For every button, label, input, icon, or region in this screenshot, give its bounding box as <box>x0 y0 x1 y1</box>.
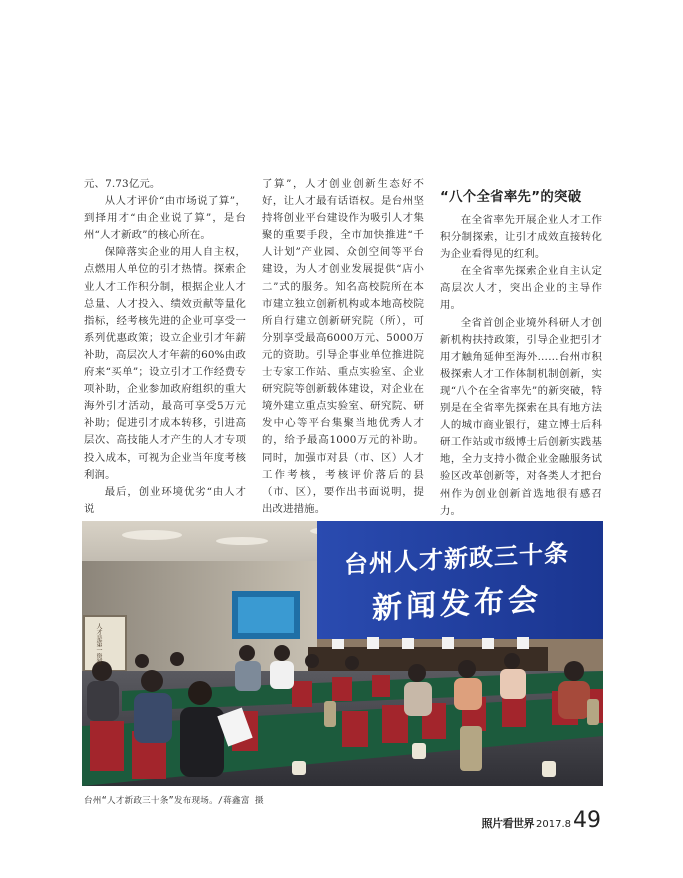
press-conference-photo <box>82 521 603 786</box>
paragraph: 最后，创业环境优劣“由人才说 <box>84 485 246 515</box>
paragraph: 在全省率先开展企业人才工作积分制探索，让引才成效直接转化为企业看得见的红利。 <box>440 214 602 261</box>
article-column-3 <box>440 188 602 520</box>
paragraph: 从人才评价“由市场说了算”，到择用才“由企业说了算”，是台州“人才新政”的核心所在。 <box>84 195 246 242</box>
paragraph: 全省首创企业境外科研人才创新机构扶持政策，引导企业把引才用才触角延伸至海外……台州市积极探索人才工作体制机制创新，实现“八个在全省率先”的新突破，特别是在全省率先探索在具有地方法人的城市商业银行，建立博士后科研工作站或市级博士后创新实践基地，全力支持小微企业金融服务试验区改革创新等，对各类人才把台州作为创业创新首选地很有感召力。 <box>440 316 602 517</box>
paragraph: 元、7.73亿元。 <box>84 178 161 190</box>
photo-caption: 台州“人才新政三十条”发布现场。/蒋鑫富 摄 <box>84 796 264 806</box>
page-number: 49 <box>573 808 601 833</box>
article-column-1 <box>84 176 246 518</box>
paragraph: 保障落实企业的用人自主权，点燃用人单位的引才热情。探索企业人才工作积分制，根据企业人才总量、人才投入、绩效贡献等量化指标，经考核先进的企业可享受一系列优惠政策；设立企业引才年薪补助，高层次人才年薪的60%由政府来“买单”；设立引才工作经费专项补助，企业参加政府组织的重大海外引才活动，最高可享受5万元补助；促进引才成本转移，引进高层次、高技能人才产生的人才专项投入成本，可视为企业当年度考核利润。 <box>84 246 246 481</box>
issue-date: 2017.8 <box>536 819 571 830</box>
paragraph: 了算”，人才创业创新生态好不好，让人才最有话语权。是台州坚持将创业平台建设作为吸引人才集聚的重要手段，全市加快推进“千人计划”产业园、众创空间等平台建设，为人才创业发展提供“店小二”式的服务。知名高校院所在本市建立独立创新机构或本地高校院所自行建立创新研究院（所），可分别享受最高6000万元、5000万元的资助。引导企事业单位推进院士专家工作站、重点实验室、企业研究院等创新载体建设，对企业在境外建立重点实验室、研究院、研发中心等平台集聚当地优秀人才的，给予最高1000万元的补助。同时，加强市对县（市、区）人才工作考核，考核评价落后的县（市、区），要作出书面说明，提出改进措施。 <box>262 178 424 515</box>
section-heading: “八个全省率先”的突破 <box>440 190 582 205</box>
article-column-2 <box>262 176 424 518</box>
magazine-logo: 照片看世界 <box>481 817 534 830</box>
banner-title: 台州人才新政三十条 <box>344 539 569 579</box>
page-footer <box>481 808 602 833</box>
paragraph: 在全省率先探索企业自主认定高层次人才，突出企业的主导作用。 <box>440 265 602 312</box>
wall-sign-text: 人才是第一资源 <box>95 623 102 665</box>
banner-subtitle: 新闻发布会 <box>372 582 542 627</box>
